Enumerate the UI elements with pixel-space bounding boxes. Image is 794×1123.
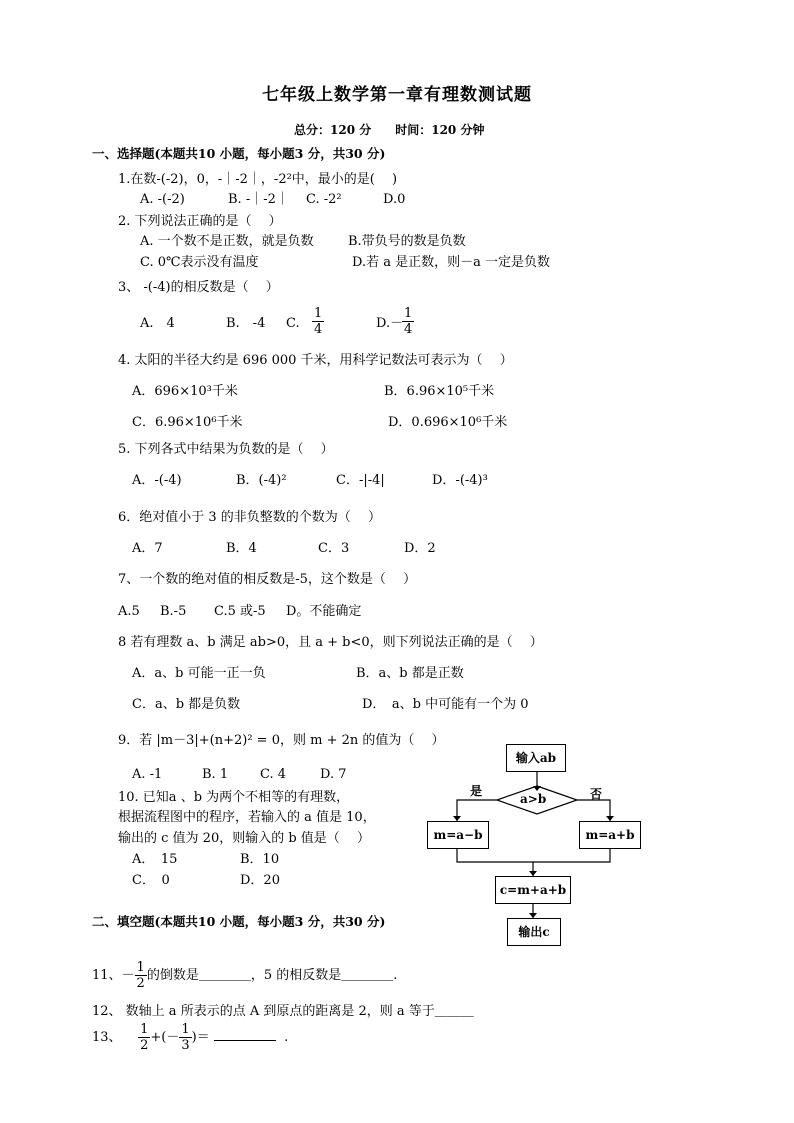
q8-option-c: C．a、b 都是负数 [132, 697, 241, 712]
q1-stem: 1.在数-(-2)，0，-｜-2｜，-2²中，最小的是( ) [118, 172, 398, 187]
q2-stem: 2. 下列说法正确的是（ ） [118, 214, 282, 229]
q7-stem: 7、一个数的绝对值的相反数是-5，这个数是（ ） [118, 572, 417, 587]
flowchart-right-box: m=a+b [579, 821, 641, 849]
q2-option-c: C. 0℃表示没有温度 [140, 255, 259, 270]
q3-stem: 3、 -(-4)的相反数是（ ） [118, 280, 279, 295]
q5-option-d: D．-(-4)³ [432, 473, 488, 488]
q6-stem: 6．绝对值小于 3 的非负整数的个数为（ ） [118, 510, 381, 525]
q5-stem: 5. 下列各式中结果为负数的是（ ） [118, 442, 334, 457]
flowchart-compute-box: c=m+a+b [495, 876, 571, 904]
flowchart-no-label: 否 [590, 787, 603, 801]
q9-option-a: A. -1 [132, 767, 163, 782]
q8-option-a: A．a、b 可能一正一负 [132, 666, 266, 681]
q10-option-d: D．20 [240, 873, 280, 888]
section-1-heading: 一、选择题(本题共10 小题，每小题3 分，共30 分) [92, 146, 386, 161]
q8-option-d: D． a、b 中可能有一个为 0 [362, 697, 529, 712]
q8-stem: 8 若有理数 a、b 满足 ab>0，且 a + b<0，则下列说法正确的是（ ） [118, 635, 543, 650]
q5-option-b: B．(-4)² [236, 473, 287, 488]
q9-option-c: C. 4 [260, 767, 287, 782]
q3-option-a: A. 4 [140, 316, 175, 331]
q4-option-d: D．0.696×10⁶千米 [388, 415, 508, 430]
q4-option-a: A．696×10³千米 [132, 384, 238, 399]
q10-line-1: 10. 已知a 、b 为两个不相等的有理数， [118, 790, 350, 805]
q3-option-c-fraction: $\frac{1}{4}$ [314, 306, 323, 337]
flowchart-condition: a>b [520, 792, 547, 806]
q6-option-b: B．4 [226, 541, 257, 556]
flowchart-input-box: 输入ab [506, 744, 566, 772]
q3-option-c: C. [286, 316, 300, 331]
q10-option-c: C． 0 [132, 873, 170, 888]
q10-option-b: B．10 [240, 852, 280, 867]
q5-option-a: A．-(-4) [132, 473, 182, 488]
q2-option-b: B.带负号的数是负数 [348, 234, 466, 249]
q6-option-c: C．3 [318, 541, 350, 556]
q1-option-c: C. -2² [306, 192, 342, 207]
section-2-heading: 二、填空题(本题共10 小题，每小题3 分，共30 分) [92, 914, 386, 929]
q1-option-d: D.0 [383, 192, 406, 207]
q9-option-d: D. 7 [320, 767, 347, 782]
q7-option-c: C.5 或-5 [214, 604, 266, 619]
q10-line-2: 根据流程图中的程序，若输入的 a 值是 10， [118, 810, 376, 825]
q9-stem: 9．若 |m－3|+(n+2)² = 0，则 m + 2n 的值为（ ） [118, 733, 445, 748]
q4-stem: 4. 太阳的半径大约是 696 000 千米，用科学记数法可表示为（ ） [118, 353, 513, 368]
q1-option-a: A. -(-2) [140, 192, 185, 207]
q9-option-b: B. 1 [202, 767, 229, 782]
q1-option-b: B. -｜-2｜ [228, 192, 289, 207]
q11-fraction: $\frac{1}{2}$ [136, 960, 145, 991]
flowchart-left-box: m=a−b [427, 821, 489, 849]
q3-option-d-fraction: $\frac{1}{4}$ [404, 306, 413, 337]
score-time-info: 总分：120 分 时间：120 分钟 [294, 123, 485, 137]
q4-option-c: C．6.96×10⁶千米 [132, 415, 243, 430]
q3-option-d: D.－ [376, 316, 404, 331]
q6-option-d: D．2 [404, 541, 436, 556]
q3-option-b: B. -4 [226, 316, 266, 331]
page-title: 七年级上数学第一章有理数测试题 [262, 85, 532, 105]
q7-option-a: A.5 [118, 604, 140, 619]
q6-option-a: A．7 [132, 541, 163, 556]
q10-line-3: 输出的 c 值为 20，则输入的 b 值是（ ） [118, 831, 370, 846]
flowchart-yes-label: 是 [470, 784, 483, 798]
q7-option-b: B.-5 [160, 604, 187, 619]
q11: 11、－ $\frac{1}{2}$ 的倒数是＿＿＿＿，5 的相反数是＿＿＿＿. [92, 960, 398, 991]
q4-option-b: B．6.96×10⁵千米 [384, 384, 495, 399]
q10-option-a: A． 15 [132, 852, 178, 867]
q13-answer-blank[interactable] [214, 1026, 276, 1041]
q13: 13、 $\frac{1}{2}$ +(－ $\frac{1}{3}$ )＝ . [92, 1022, 289, 1053]
q7-option-d: D。不能确定 [286, 604, 362, 619]
q2-option-d: D.若 a 是正数，则－a 一定是负数 [352, 255, 550, 270]
q12: 12、 数轴上 a 所表示的点 A 到原点的距离是 2，则 a 等于＿＿＿ [92, 1004, 474, 1019]
q5-option-c: C．-|-4| [336, 473, 385, 488]
q8-option-b: B．a、b 都是正数 [356, 666, 464, 681]
q2-option-a: A. 一个数不是正数，就是负数 [140, 234, 314, 249]
flowchart-output-box: 输出c [507, 918, 561, 946]
